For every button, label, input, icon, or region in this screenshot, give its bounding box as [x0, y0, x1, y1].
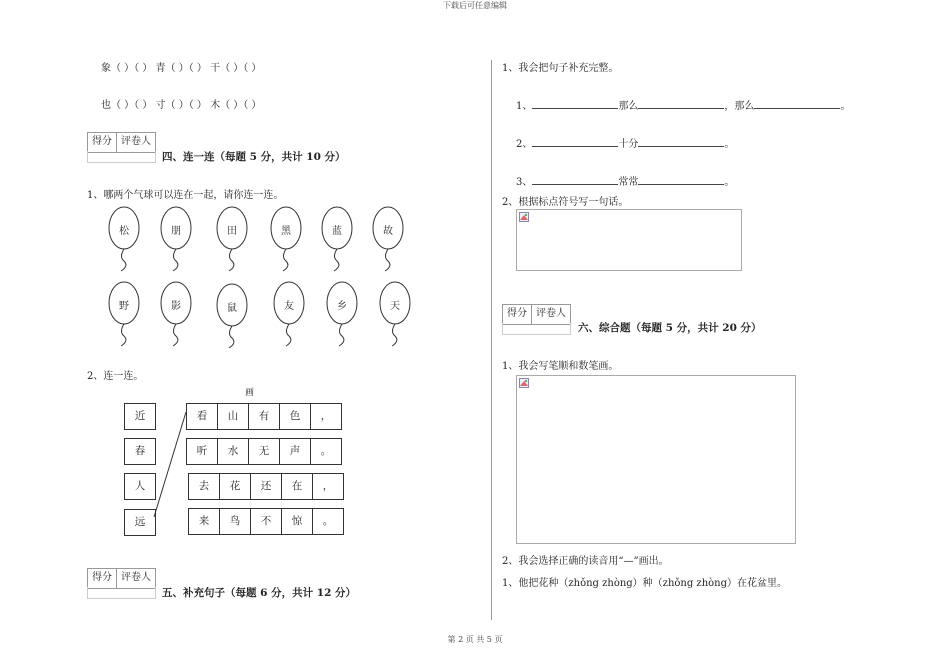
- page-number: 第 2 页 共 5 页: [447, 635, 503, 644]
- poem-char: 无: [248, 439, 279, 464]
- poem-char: 有: [248, 404, 279, 429]
- poem-punct: 。: [310, 439, 341, 464]
- poem-punct: ，: [310, 404, 341, 429]
- balloon-bottom-2: 影: [171, 301, 181, 312]
- blank-line: [532, 174, 618, 185]
- blank-line: [532, 136, 618, 147]
- poem-char: 花: [219, 474, 250, 499]
- fill-line-3: [516, 173, 734, 188]
- section6-q1: 1、我会写笔顺和数笔画。: [502, 361, 619, 372]
- score-blank-row: [87, 587, 156, 599]
- stroke-order-image-box: [516, 375, 796, 544]
- left-char-box: 近: [124, 403, 156, 430]
- poem-char: 色: [279, 404, 310, 429]
- poem-char: 在: [281, 474, 312, 499]
- blank-line: [532, 98, 618, 109]
- section4-q2: 2、连一连。: [87, 371, 144, 382]
- score-box-section6: [502, 304, 571, 325]
- left-char-box: 人: [124, 473, 156, 500]
- fill-num: 3、: [516, 177, 533, 188]
- poem-punct: ，: [312, 474, 343, 499]
- section6-q2: 2、我会选择正确的读音用“—”画出。: [502, 556, 669, 567]
- balloons-figure: [90, 200, 420, 355]
- fill-line-1: [516, 97, 850, 112]
- column-divider: [491, 60, 492, 620]
- score-blank-row: [87, 151, 156, 163]
- left-char-box: 春: [124, 438, 156, 465]
- balloon-bottom-6: 天: [390, 301, 400, 312]
- poem-char: 来: [198, 515, 210, 527]
- score-label: 得分: [92, 572, 112, 583]
- score-box-section4: [87, 132, 156, 153]
- section6-q2-item: 1、他把花种（zhǒng zhòng）种（zhǒng zhòng）在花盆里。: [502, 578, 788, 589]
- balloon-top-1: 松: [119, 226, 129, 237]
- char-row-1: 象（ ）（ ） 青（ ）（ ） 干（ ）（ ）: [101, 63, 262, 74]
- poem-char: 去: [198, 480, 210, 492]
- section5-q1: 1、我会把句子补充完整。: [502, 63, 619, 74]
- reviewer-label: 评卷人: [116, 133, 155, 152]
- balloon-bottom-4: 友: [284, 301, 294, 312]
- fill-line-2: [516, 135, 734, 150]
- balloon-top-4: 黑: [281, 226, 291, 237]
- balloon-bottom-3: 鼠: [227, 303, 237, 314]
- blank-line: [638, 98, 724, 109]
- poem-char: 听: [196, 445, 208, 457]
- poem-row-4: [188, 508, 344, 535]
- balloon-bottom-1: 野: [119, 301, 129, 312]
- poem-title: 画: [245, 388, 255, 398]
- fill-part: 。: [724, 139, 735, 150]
- section5-q2: 2、根据标点符号写一句话。: [502, 197, 629, 208]
- poem-char: 看: [196, 410, 208, 422]
- balloon-top-5: 蓝: [332, 226, 342, 237]
- section6-title: 六、综合题（每题 5 分，共计 20 分）: [578, 322, 762, 334]
- fill-part: ，那么: [724, 101, 755, 112]
- score-label: 得分: [92, 136, 112, 147]
- poem-char: 惊: [281, 509, 312, 534]
- broken-image-icon: [519, 378, 529, 388]
- balloon-bottom-5: 乡: [337, 301, 347, 312]
- connect-line: [150, 400, 190, 520]
- poem-char: 还: [250, 474, 281, 499]
- poem-row-1: [186, 403, 342, 430]
- blank-line: [754, 98, 840, 109]
- section4-q1: 1、哪两个气球可以连在一起，请你连一连。: [87, 190, 284, 201]
- blank-line: [638, 174, 724, 185]
- poem-row-2: [186, 438, 342, 465]
- reviewer-label: 评卷人: [531, 305, 570, 324]
- balloon-top-2: 朋: [171, 226, 181, 237]
- poem-char: 水: [217, 439, 248, 464]
- char-row-2: 也（ ）（ ） 寸（ ）（ ） 木（ ）（ ）: [101, 100, 262, 111]
- poem-punct: 。: [312, 509, 343, 534]
- fill-part: 常常: [618, 177, 639, 188]
- left-char-box: 远: [124, 509, 156, 536]
- fill-num: 1、: [516, 101, 533, 112]
- fill-part: 十分: [618, 139, 639, 150]
- score-label: 得分: [507, 308, 527, 319]
- poem-char: 不: [250, 509, 281, 534]
- balloon-top-6: 故: [383, 226, 393, 237]
- blank-line: [638, 136, 724, 147]
- poem-char: 声: [279, 439, 310, 464]
- section4-title: 四、连一连（每题 5 分，共计 10 分）: [162, 151, 346, 163]
- section5-title: 五、补充句子（每题 6 分，共计 12 分）: [162, 587, 357, 599]
- broken-image-icon: [519, 212, 529, 222]
- fill-part: 那么: [618, 101, 639, 112]
- score-box-section5: [87, 568, 156, 589]
- reviewer-label: 评卷人: [116, 569, 155, 588]
- fill-part: 。: [840, 101, 851, 112]
- poem-char: 山: [217, 404, 248, 429]
- fill-part: 。: [724, 177, 735, 188]
- fill-num: 2、: [516, 139, 533, 150]
- poem-row-3: [188, 473, 344, 500]
- answer-image-box: [516, 209, 742, 271]
- poem-char: 鸟: [219, 509, 250, 534]
- score-blank-row: [502, 323, 571, 335]
- balloon-top-3: 田: [227, 226, 237, 237]
- header-note: 下载后可任意编辑: [443, 1, 507, 10]
